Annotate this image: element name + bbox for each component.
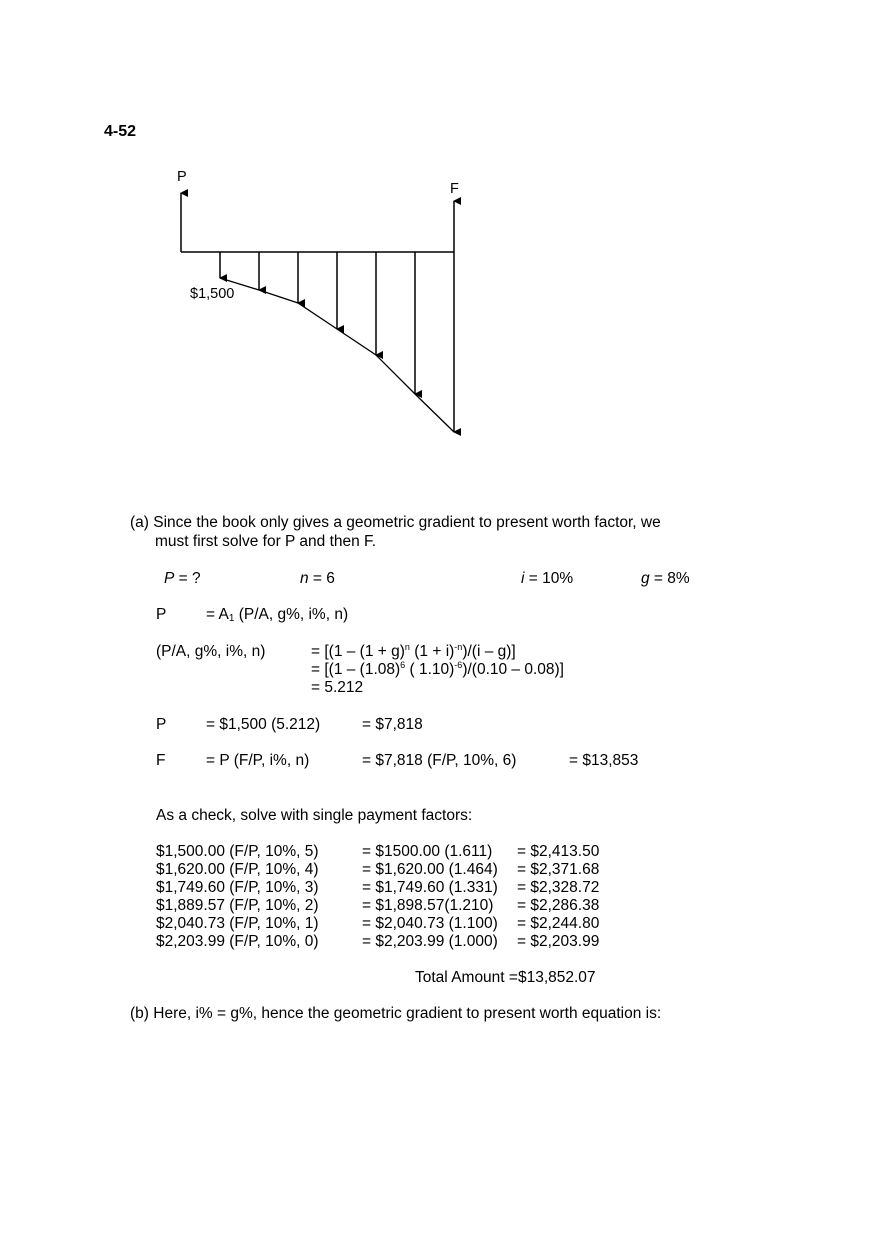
- check-row-left: $1,620.00 (F/P, 10%, 4): [156, 861, 319, 878]
- f2sup1: 6: [400, 660, 406, 670]
- f2c: )/(0.10 – 0.08)]: [462, 661, 564, 678]
- cash-flow-diagram: [0, 0, 880, 480]
- problem-number: 4-52: [104, 123, 137, 140]
- check-row-mid: = $2,040.73 (1.100): [362, 915, 498, 932]
- check-row-left: $1,749.60 (F/P, 10%, 3): [156, 879, 319, 896]
- part-b-intro: (b) Here, i% = g%, hence the geometric gradient to present worth equation is:: [130, 1005, 662, 1022]
- p-def-post: (P/A, g%, i%, n): [234, 606, 349, 623]
- p-calc-result: = $7,818: [362, 716, 423, 733]
- factor-formula-line2: [311, 662, 564, 678]
- part-a-intro-line2: must first solve for P and then F.: [155, 533, 377, 550]
- check-total: Total Amount =$13,852.07: [415, 969, 596, 986]
- check-row-mid: = $1500.00 (1.611): [362, 843, 493, 860]
- check-row-mid: = $1,898.57(1.210): [362, 897, 494, 914]
- check-row-left: $2,203.99 (F/P, 10%, 0): [156, 933, 319, 950]
- factor-formula-line1: [311, 644, 516, 660]
- check-row-right: = $2,371.68: [517, 861, 600, 878]
- given-p: [164, 571, 201, 587]
- given-i-symbol: i: [521, 570, 525, 587]
- given-i: [521, 571, 573, 587]
- first-payment-label: $1,500: [190, 286, 235, 302]
- check-row-mid: = $1,749.60 (1.331): [362, 879, 498, 896]
- p-def-pre: = A: [206, 606, 229, 623]
- check-row-mid: = $1,620.00 (1.464): [362, 861, 498, 878]
- check-row-right: = $2,328.72: [517, 879, 600, 896]
- f2sup2: -6: [454, 660, 463, 670]
- given-g-symbol: g: [641, 570, 650, 587]
- check-row-mid: = $2,203.99 (1.000): [362, 933, 498, 950]
- f1a: = [(1 – (1 + g): [311, 643, 405, 660]
- check-row-right: = $2,286.38: [517, 897, 600, 914]
- f-calc-expression: = P (F/P, i%, n): [206, 752, 310, 769]
- f1c: )/(i – g)]: [462, 643, 516, 660]
- given-g: [641, 571, 690, 587]
- p-calc-expression: = $1,500 (5.212): [206, 716, 321, 733]
- p-def-label: P: [156, 606, 167, 623]
- p-def-subscript: 1: [228, 613, 235, 624]
- part-a-intro-line1: (a) Since the book only gives a geometric gradient to present worth factor, we: [130, 514, 661, 531]
- given-g-value: = 8%: [649, 570, 690, 587]
- f2b: ( 1.10): [405, 661, 455, 678]
- check-row-left: $2,040.73 (F/P, 10%, 1): [156, 915, 319, 932]
- given-n-symbol: n: [300, 570, 309, 587]
- check-row-right: = $2,413.50: [517, 843, 600, 860]
- check-row-right: = $2,244.80: [517, 915, 600, 932]
- f-calc-substituted: = $7,818 (F/P, 10%, 6): [362, 752, 517, 769]
- f2a: = [(1 – (1.08): [311, 661, 401, 678]
- given-n: [300, 571, 335, 587]
- check-row-right: = $2,203.99: [517, 933, 600, 950]
- factor-result: = 5.212: [311, 679, 364, 696]
- p-label: P: [177, 169, 187, 185]
- p-calc-label: P: [156, 716, 167, 733]
- given-p-symbol: P: [164, 570, 175, 587]
- given-p-value: = ?: [174, 570, 201, 587]
- p-def-expression: [206, 607, 348, 623]
- f1sup1: n: [404, 642, 410, 652]
- factor-label: (P/A, g%, i%, n): [156, 643, 266, 660]
- f1sup2: -n: [454, 642, 463, 652]
- check-row-left: $1,889.57 (F/P, 10%, 2): [156, 897, 319, 914]
- f-calc-result: = $13,853: [569, 752, 639, 769]
- f-calc-label: F: [156, 752, 166, 769]
- check-intro: As a check, solve with single payment factors:: [156, 807, 473, 824]
- check-row-left: $1,500.00 (F/P, 10%, 5): [156, 843, 319, 860]
- f1b: (1 + i): [409, 643, 455, 660]
- given-i-value: = 10%: [524, 570, 574, 587]
- given-n-value: = 6: [308, 570, 335, 587]
- f-label: F: [450, 181, 459, 197]
